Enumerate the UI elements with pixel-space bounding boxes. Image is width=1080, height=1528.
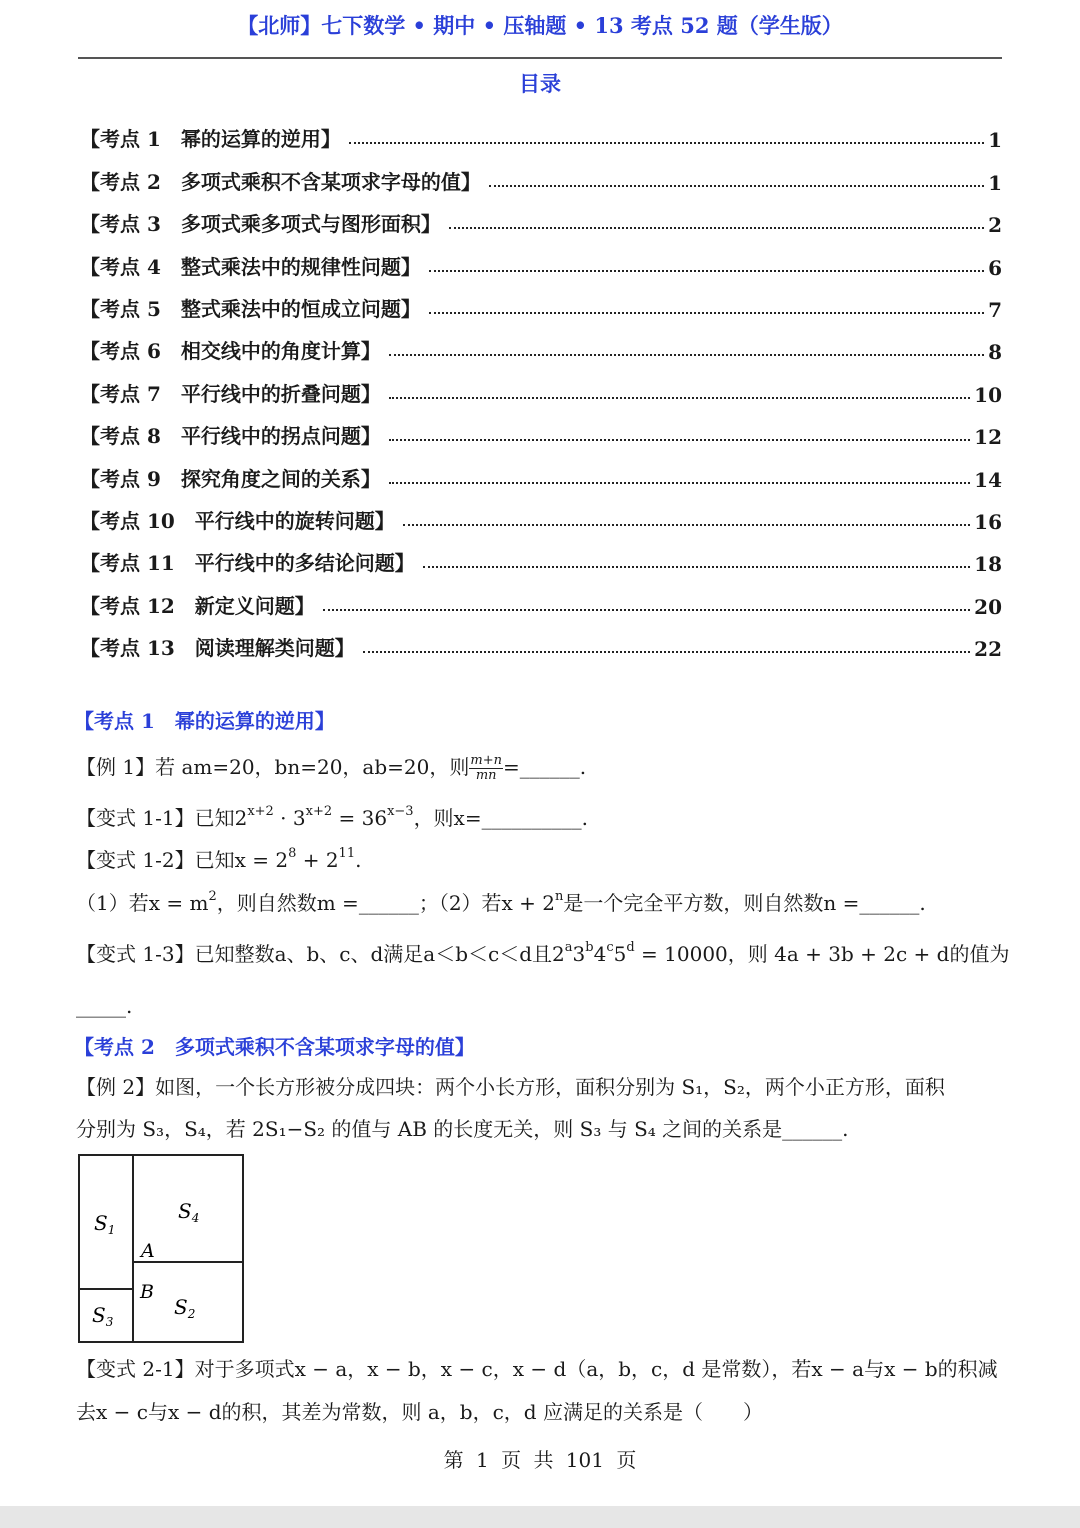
example-2-line1: 【例 2】如图，一个长方形被分成四块：两个小长方形，面积分别为 S₁，S₂，两个小正方形，面积 [76, 1075, 945, 1099]
toc-item[interactable] [80, 364, 1002, 406]
example-1: 【例 1】若 am=20，bn=20，ab=20，则 $\frac{m+n}{mn}$ =______. [76, 753, 587, 783]
toc-leader-dots [323, 609, 970, 611]
toc-item[interactable] [80, 534, 1002, 576]
toc-item-label: 【考点 9 探究角度之间的关系】 [80, 466, 381, 491]
variant-1-3: 【变式 1-3】已知整数a、b、c、d满足a＜b＜c＜d且$2^a3^b4^c5^d = 10000$，则 4a + 3b + 2c + d的值为 [76, 940, 1010, 966]
label-s4: $S_4$ [178, 1199, 200, 1225]
toc-leader-dots [489, 185, 984, 187]
rectangle-partition-figure [78, 1154, 244, 1343]
toc-item[interactable] [80, 280, 1002, 322]
fraction: $\frac{m+n}{mn}$ [470, 753, 502, 783]
section-heading-2: 【考点 2 多项式乘积不含某项求字母的值】 [74, 1035, 475, 1059]
toc-item-page: 14 [974, 467, 1002, 492]
toc-leader-dots [429, 312, 984, 314]
toc-item-page: 1 [988, 170, 1002, 195]
toc-item-page: 22 [974, 637, 1002, 662]
variant-1-2-subquestions: （1）若$x = m^2$，则自然数m =______；（2）若$x + 2^n$是一个完全平方数，则自然数n =______. [76, 889, 926, 915]
toc-item-page: 12 [974, 425, 1002, 450]
toc-item-label: 【考点 3 多项式乘多项式与图形面积】 [80, 212, 441, 237]
viewer-bottom-bar [0, 1506, 1080, 1528]
toc-item[interactable] [80, 407, 1002, 449]
toc-item[interactable] [80, 322, 1002, 364]
toc-item-label: 【考点 12 新定义问题】 [80, 593, 315, 618]
toc-item-label: 【考点 11 平行线中的多结论问题】 [80, 551, 415, 576]
toc-item-page: 2 [988, 213, 1002, 238]
toc-title: 目录 [519, 71, 561, 96]
toc-item-label: 【考点 8 平行线中的拐点问题】 [80, 424, 381, 449]
toc-item-page: 10 [974, 382, 1002, 407]
toc-item-page: 20 [974, 594, 1002, 619]
toc-item-label: 【考点 7 平行线中的折叠问题】 [80, 381, 381, 406]
header-divider [78, 57, 1002, 59]
toc-item[interactable] [80, 492, 1002, 534]
toc-leader-dots [349, 142, 984, 144]
toc-item[interactable] [80, 619, 1002, 661]
variant-1-2: 【变式 1-2】已知$x = 2^8 + 2^{11}$. [76, 846, 362, 872]
toc-item[interactable] [80, 110, 1002, 152]
toc-item-label: 【考点 2 多项式乘积不含某项求字母的值】 [80, 169, 481, 194]
toc-item-page: 1 [988, 128, 1002, 153]
toc-leader-dots [389, 354, 984, 356]
toc-item-page: 8 [988, 340, 1002, 365]
toc-leader-dots [449, 227, 984, 229]
toc-item-label: 【考点 13 阅读理解类问题】 [80, 636, 355, 661]
toc-leader-dots [363, 651, 970, 653]
variant-2-1-line1: 【变式 2-1】对于多项式x − a，x − b，x − c，x − d（a，b，c，d 是常数），若x − a与x − b的积减 [76, 1357, 998, 1381]
variant-1-3-blank: _____. [76, 994, 133, 1018]
toc-item[interactable] [80, 152, 1002, 194]
toc-leader-dots [389, 439, 970, 441]
table-of-contents [80, 110, 1002, 661]
toc-item-page: 18 [974, 552, 1002, 577]
example-2-line2: 分别为 S₃，S₄，若 2S₁−S₂ 的值与 AB 的长度无关，则 S₃ 与 S₄ 之间的关系是______. [76, 1117, 849, 1141]
toc-item-label: 【考点 10 平行线中的旋转问题】 [80, 508, 395, 533]
toc-item[interactable] [80, 237, 1002, 279]
toc-item-page: 7 [988, 297, 1002, 322]
toc-item[interactable] [80, 195, 1002, 237]
toc-item-label: 【考点 1 幂的运算的逆用】 [80, 127, 341, 152]
label-s1: $S_1$ [94, 1211, 116, 1237]
document-header-title: 【北师】七下数学 • 期中 • 压轴题 • 13 考点 52 题（学生版） [237, 13, 843, 38]
toc-leader-dots [423, 566, 970, 568]
toc-item-page: 16 [974, 509, 1002, 534]
label-b: B [140, 1281, 154, 1303]
toc-item-page: 6 [988, 255, 1002, 280]
section-heading-1: 【考点 1 幂的运算的逆用】 [74, 709, 335, 733]
label-s2: $S_2$ [174, 1295, 196, 1321]
toc-leader-dots [429, 270, 984, 272]
toc-leader-dots [389, 482, 970, 484]
toc-leader-dots [403, 524, 970, 526]
variant-2-1-line2: 去x − c与x − d的积，其差为常数，则 a，b，c，d 应满足的关系是（ ） [76, 1400, 763, 1424]
toc-item[interactable] [80, 576, 1002, 618]
variant-1-1: 【变式 1-1】已知$2^{x+2} \cdot 3^{x+2} = 36^{x-3}$，则x=__________. [76, 804, 588, 830]
toc-leader-dots [389, 397, 970, 399]
label-s3: $S_3$ [92, 1303, 114, 1329]
label-a: A [141, 1240, 155, 1262]
toc-item-label: 【考点 5 整式乘法中的恒成立问题】 [80, 296, 421, 321]
toc-item-label: 【考点 6 相交线中的角度计算】 [80, 339, 381, 364]
toc-item-label: 【考点 4 整式乘法中的规律性问题】 [80, 254, 421, 279]
toc-item[interactable] [80, 449, 1002, 491]
example-tag: 【例 1】 [76, 755, 156, 779]
page-footer: 第 1 页 共 101 页 [443, 1448, 637, 1472]
